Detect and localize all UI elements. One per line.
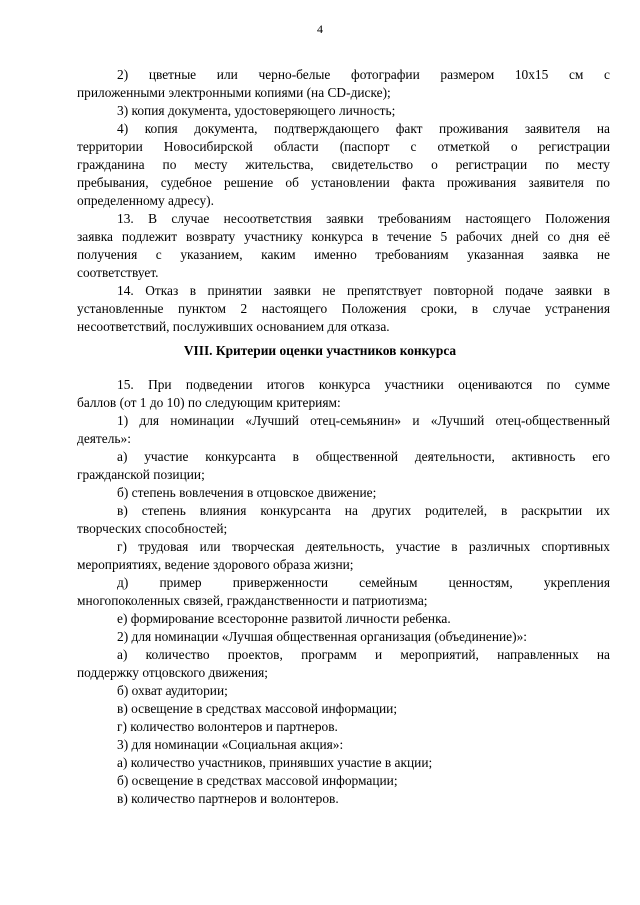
text-line: е) формирование всесторонне развитой личности ребенка. (117, 611, 451, 626)
text-line: поддержку отцовского движения; (77, 665, 269, 680)
text-line: соответствует. (77, 265, 159, 280)
text-line: в) количество партнеров и волонтеров. (117, 791, 339, 806)
text-line: б) охват аудитории; (117, 683, 228, 698)
text-line: пребывания, судебное решение об установлении факта проживания заявителя по (77, 175, 610, 190)
page-number: 4 (317, 22, 323, 36)
text-line: приложенными электронными копиями (на CD-диске); (77, 85, 391, 100)
text-line: территории Новосибирской области (паспорт с отметкой о регистрации (77, 139, 610, 154)
text-line: а) количество проектов, программ и мероприятий, направленных на (117, 647, 610, 662)
text-line: гражданина по месту жительства, свидетельство о регистрации по месту (77, 157, 610, 172)
text-line: 4) копия документа, подтверждающего факт проживания заявителя на (117, 121, 610, 136)
text-line: 15. При подведении итогов конкурса участники оцениваются по сумме (117, 377, 610, 392)
text-line: 3) для номинации «Социальная акция»: (117, 737, 344, 752)
text-line: баллов (от 1 до 10) по следующим критериям: (77, 395, 341, 410)
text-line: установленные пунктом 2 настоящего Положения сроки, в случае устранения (77, 301, 610, 316)
text-line: а) участие конкурсанта в общественной деятельности, активность его (117, 449, 610, 464)
text-line: мероприятиях, ведение здорового образа жизни; (77, 557, 354, 572)
text-line: определенному адресу). (77, 193, 214, 208)
text-line: 3) копия документа, удостоверяющего личность; (117, 103, 396, 118)
text-line: г) трудовая или творческая деятельность, участие в различных спортивных (117, 539, 610, 554)
text-line: в) освещение в средствах массовой информации; (117, 701, 398, 716)
text-line: 1) для номинации «Лучший отец-семьянин» и «Лучший отец-общественный (117, 413, 610, 428)
text-line: творческих способностей; (77, 521, 228, 536)
text-line: несоответствий, послуживших основанием для отказа. (77, 319, 390, 334)
text-line: г) количество волонтеров и партнеров. (117, 719, 338, 734)
text-line: 2) цветные или черно-белые фотографии размером 10х15 см с (117, 67, 610, 82)
text-line: а) количество участников, принявших участие в акции; (117, 755, 433, 770)
text-line: 2) для номинации «Лучшая общественная организация (объединение)»: (117, 629, 527, 644)
text-line: д) пример приверженности семейным ценностям, укрепления (117, 575, 610, 590)
text-line: деятель»: (77, 431, 131, 446)
text-line: получения с указанием, каким именно требованиям указанная заявка не (77, 247, 610, 262)
text-line: заявка подлежит возврату участнику конкурса в течение 5 рабочих дней со дня её (77, 229, 610, 244)
text-line: б) степень вовлечения в отцовское движение; (117, 485, 377, 500)
text-line: в) степень влияния конкурсанта на других родителей, в раскрытии их (117, 503, 610, 518)
text-line: б) освещение в средствах массовой информации; (117, 773, 398, 788)
text-line: многопоколенных связей, гражданственности и патриотизма; (77, 593, 428, 608)
text-line: 14. Отказ в принятии заявки не препятствует повторной подаче заявки в (117, 283, 610, 298)
text-line: гражданской позиции; (77, 467, 205, 482)
text-line: 13. В случае несоответствия заявки требованиям настоящего Положения (117, 211, 610, 226)
section-heading: VIII. Критерии оценки участников конкурса (183, 343, 457, 358)
